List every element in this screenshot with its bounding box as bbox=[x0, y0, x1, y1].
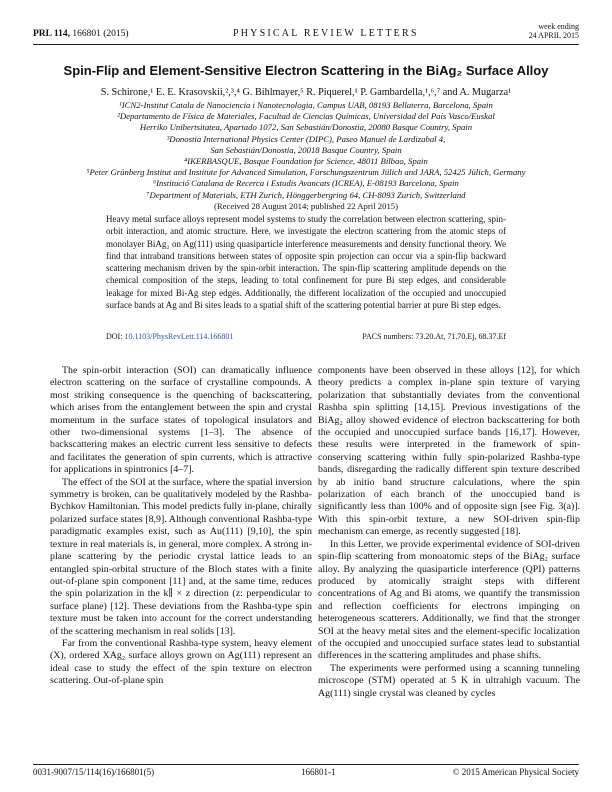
running-header bbox=[33, 22, 579, 44]
right-column bbox=[318, 365, 580, 700]
affiliation: ⁴IKERBASQUE, Basque Foundation for Science, 48011 Bilbao, Spain bbox=[184, 156, 428, 167]
issue-date-label: week ending bbox=[538, 22, 579, 31]
journal-citation bbox=[33, 29, 129, 39]
page-footer bbox=[33, 767, 579, 777]
paragraph: The experiments were performed using a scanning tunneling microscope (STM) operated at 5 K in ultrahigh vacuum. The Ag(111) single crystal was cleaned by cycles bbox=[318, 662, 580, 699]
journal-name: PHYSICAL REVIEW LETTERS bbox=[233, 28, 419, 39]
issue-date bbox=[529, 22, 579, 40]
abstract: Heavy metal surface alloys represent model systems to study the correlation between electron scattering, spin-orbit interaction, and atomic structure. Here, we investigate the electron scattering from the atomic steps of monolayer BiAg₂ on Ag(111) using quasiparticle interference measurements and density functional theory. We find that intraband transitions between states of opposite spin projection can occur via a spin-flip backward scattering mechanism driven by the spin-orbit interaction. The spin-flip scattering amplitude depends on the chemical composition of the steps, leading to total confinement for pure Bi step edges, and considerable leakage for mixed Bi-Ag step edges. Additionally, the different localization of the occupied and unoccupied surface bands at Ag and Bi sites leads to a spatial shift of the scattering potential barrier at pure Bi step edges. bbox=[106, 214, 506, 311]
paragraph: Far from the conventional Rashba-type system, heavy element (X), ordered XAg₂ surface alloys grown on Ag(111) represent an ideal case to study the effect of the spin texture on electron scattering. Out-of-plane spin bbox=[50, 637, 312, 687]
doi-label: DOI: bbox=[106, 332, 123, 341]
received-date: (Received 28 August 2014; published 22 April 2015) bbox=[213, 200, 399, 211]
affiliation: ⁵Peter Grünberg Institut and Institute for Advanced Simulation, Forschungszentrum Jülich and JARA, 52425 Jülich, Germany bbox=[86, 167, 526, 178]
affiliation: ¹ICN2-Institut Catala de Nanociencia i Nanotecnologia, Campus UAB, 08193 Bellaterra, Barcelona, Spain bbox=[119, 100, 493, 110]
paragraph: components have been observed in these alloys [12], for which theory predicts a complex in-plane spin texture of varying polarization that substantially deviates from the conventional Rashba spin splitting [14,15]. Previous investigations of the BiAg₂ alloy showed evidence of electron backscattering for both the occupied and unoccupied surface bands [16,17]. However, these results were interpreted in the framework of spin-conserving scattering within fully spin-polarized Rashba-type bands, disregarding the radically different spin texture described by ab initio band structure calculations, where the spin polarization of each branch of the unoccupied band is significantly less than 100% and of opposite sign [see Fig. 3(a)]. With this spin-orbit texture, a new SOI-driven spin-flip mechanism can emerge, as recently suggested [18]. bbox=[318, 365, 580, 538]
journal-volume: PRL 114, bbox=[33, 29, 70, 39]
issue-date-value: 24 APRIL 2015 bbox=[528, 31, 579, 40]
doi-line bbox=[106, 332, 506, 341]
left-column bbox=[50, 365, 312, 688]
footer-rule bbox=[33, 764, 579, 765]
affiliation: San Sebastián/Donostia, 20018 Basque Country, Spain bbox=[210, 144, 402, 155]
article-number: 166801 (2015) bbox=[72, 29, 129, 39]
copyright: © 2015 American Physical Society bbox=[452, 767, 579, 777]
paragraph: The effect of the SOI at the surface, where the spatial inversion symmetry is broken, can be qualitatively modeled by the Rashba-Bychkov Hamiltonian. This model predicts fully in-plane, chirally polarized surface states [8,9]. Although conventional Rashba-type paradigmatic examples exist, such as Au(111) [9,10], the spin texture in real materials is, in general, more complex. A strong in-plane scattering by the periodic crystal lattice leads to an entangled spin-orbital structure of the Bloch states with a finite out-of-plane spin component [11] and, at the same time, reduces the spin polarization in the k∥ × z direction (z: perpendicular to surface plane) [12]. These deviations from the Rashba-type spin texture must be taken into account for the correct understanding of the scattering mechanism in real solids [13]. bbox=[50, 476, 312, 637]
affiliation: ²Departamento de Física de Materiales, Facultad de Ciencias Químicas, Universidad del País Vasco/Euskal bbox=[117, 111, 495, 122]
paragraph: The spin-orbit interaction (SOI) can dramatically influence electron scattering on the surface of crystalline compounds. A most striking consequence is the quenching of backscattering, which arises from the entanglement between the spin and crystal momentum in the surface states of topological insulators and other two-dimensional systems [1–3]. The absence of backscattering makes an electric current less sensitive to defects and facilitates the generation of spin currents, which is attractive for applications in spintronics [4–7]. bbox=[50, 365, 312, 476]
affiliation: ³Donostia International Physics Center (DIPC), Paseo Manuel de Lardizabal 4, bbox=[166, 133, 446, 144]
issn-code: 0031-9007/15/114(16)/166801(5) bbox=[33, 767, 155, 777]
affiliation: ⁶Institució Catalana de Recerca i Estudis Avancats (ICREA), E-08193 Barcelona, Spain bbox=[153, 178, 459, 189]
author-list: S. Schirone,¹ E. E. Krasovskii,²,³,⁴ G. Bihlmayer,⁵ R. Piquerel,¹ P. Gambardella,¹,⁶,⁷ and A. Mugarza¹ bbox=[100, 87, 512, 98]
affiliation: ⁷Department of Materials, ETH Zurich, Hönggerbergring 64, CH-8093 Zurich, Switzerland bbox=[146, 189, 466, 200]
paragraph: In this Letter, we provide experimental evidence of SOI-driven spin-flip scattering from monoatomic steps of the BiAg₂ surface alloy. By analyzing the quasiparticle interference (QPI) patterns produced by atomically straight steps with different concentrations of Ag and Bi atoms, we quantify the transmission and reflection coefficients for electrons impinging on heterogeneous scatterers. Additionally, we find that the stronger SOI at the heavy metal sites and the element-specific localization of the occupied and unoccupied surface states lead to substantial differences in the scattering amplitudes and phase shifts. bbox=[318, 538, 580, 662]
header-rule bbox=[33, 44, 579, 45]
affiliation: Herriko Unibertsitatea, Apartado 1072, San Sebastián/Donostia, 20080 Basque Country, Spain bbox=[139, 122, 473, 133]
paper-title: Spin-Flip and Element-Sensitive Electron Scattering in the BiAg₂ Surface Alloy bbox=[63, 63, 549, 78]
page-number: 166801-1 bbox=[301, 767, 336, 777]
affiliations bbox=[40, 100, 572, 212]
pacs-numbers: PACS numbers: 73.20.At, 71.70.Ej, 68.37.Ef bbox=[362, 332, 506, 341]
doi-link[interactable]: 10.1103/PhysRevLett.114.166801 bbox=[124, 332, 234, 341]
